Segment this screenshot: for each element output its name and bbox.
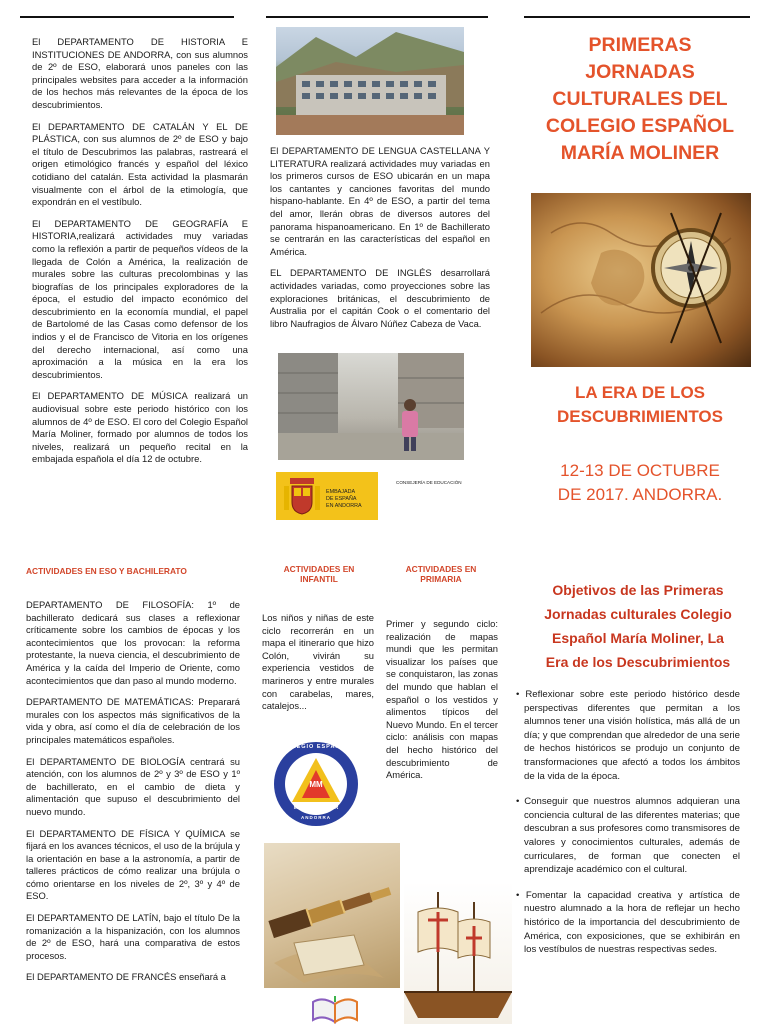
embassy-logo-block: [276, 470, 466, 522]
panel-primaria: [386, 618, 498, 791]
embassy-line-3: EN ANDORRA: [326, 503, 362, 509]
heading-primaria: [386, 564, 496, 584]
street-student-photo: [278, 353, 464, 460]
panel-departments-middle: [270, 145, 490, 339]
school-building-photo: [276, 27, 464, 135]
date-line-1: 12-13 DE OCTUBRE: [560, 461, 720, 480]
objective-item: • Fomentar la capacidad creativa y artística de nuestro alumnado a la hora de reflejar un hecho histórico de la importancia del descubrimiento de América, con exposiciones, que se exhibirán en los vestíbulos de nuestras respectivas sedes.: [516, 889, 740, 956]
cover-title: [524, 32, 756, 167]
era-line-1: LA ERA DE LOS: [574, 383, 706, 402]
objectives-list: [514, 688, 740, 969]
cover-title-line-2: JORNADAS: [585, 61, 695, 83]
objectives-title-line-2: Jornadas culturales Colegio: [544, 606, 732, 622]
school-logo: [272, 740, 360, 828]
cover-title-line-4: COLEGIO ESPAÑOL: [545, 115, 735, 137]
top-rule-middle: [266, 16, 488, 18]
dept-matematicas: DEPARTAMENTO DE MATEMÁTICAS: Preparará murales con los aspectos más significativos de la vida y obra, así como el día de celebración de los principales matemáticos españoles.: [26, 696, 240, 745]
dept-filosofia: DEPARTAMENTO DE FILOSOFÍA: 1º de bachillerato dedicará sus clases a reflexionar críticamente sobre los cambios de épocas y los acontecimientos que los provocan: la reforma protestante, la nueva ciencia, el descubrimiento de América y la caída del Imperio de Oriente, como acontecimientos que dan paso al mundo moderno.: [26, 599, 240, 686]
school-logo-mark: MM: [309, 780, 323, 789]
dept-fisica-quimica: El DEPARTAMENTO DE FÍSICA Y QUÍMICA se fijará en los avances técnicos, el uso de la brújula y la orientación en base a la astronomía, a partir de talleres prácticos de cómo realizar una brújula o cómo orientarse en los niveles de 2º, 3º y 4º de ESO.: [26, 827, 240, 902]
date-line-2: DE 2017. ANDORRA.: [557, 485, 723, 504]
objectives-title-line-3: Español María Moliner, La: [552, 630, 724, 646]
spyglass-parchment-photo: [264, 843, 400, 988]
cover-date: [524, 459, 756, 507]
objective-item: • Conseguir que nuestros alumnos adquieran una conciencia cultural de las diferentes materias; que descubran a sus profesores como transmisores de valores y conocimientos culturales, además de curriculares, de forman que conecten el aprendizaje académico con el cultural.: [516, 796, 740, 876]
heading-infantil-line-1: ACTIVIDADES EN: [283, 564, 355, 574]
dept-latin: El DEPARTAMENTO DE LATÍN, bajo el título De la romanización a la hispanización, con los alumnos de 2º de ESO, hará una comparativa de estos procesos.: [26, 912, 240, 961]
cover-title-line-1: PRIMERAS: [588, 34, 692, 56]
dept-historia-andorra: El DEPARTAMENTO DE HISTORIA E INSTITUCIONES DE ANDORRA, con sus alumnos de 2º de ESO, elaborará unos paneles con las principales websites para acceder a la información de los hechos más relevantes de la época de los descubrimientos.: [32, 36, 248, 110]
embassy-name: [326, 489, 362, 510]
dept-lengua-castellana: El DEPARTAMENTO DE LENGUA CASTELLANA Y LITERATURA realizará actividades muy variadas en los primeros cursos de ESO ubicarán en un mapa los cantantes y canciones favoritas del mundo hispano-hablante. En 4º de ESO, a partir del tema del amor, llerán obras de diversos autores del panorama hispanoamericano. En 1º de Bachillerato se centrarán en las características del español en América.: [270, 145, 490, 257]
spain-coat-of-arms-icon: [282, 474, 322, 518]
consejeria-label: CONSEJERÍA DE EDUCACIÓN: [396, 480, 462, 485]
compass-map-photo: [531, 193, 751, 367]
embassy-line-2: DE ESPAÑA: [326, 496, 357, 502]
dept-musica: El DEPARTAMENTO DE MÚSICA realizará un audiovisual sobre este periodo histórico con los alumnos de 4º de ESO. El coro del Colegio Español María Moliner, formado por alumnos de todos los niveles, realizará un pequeño recital en la embajada española el día 12 de octubre.: [32, 390, 248, 465]
book-icon: [310, 996, 360, 1024]
dept-ingles: EL DEPARTAMENTO DE INGLÉS desarrollará actividades variadas, como proyecciones sobre las exploraciones británicas, el descubrimiento de Australia por el capitán Cook o el comentario del libro Naufragios de Álvaro Núñez Cabeza de Vaca.: [270, 267, 490, 329]
compass-illustration: [531, 193, 751, 367]
heading-primaria-line-1: ACTIVIDADES EN: [405, 564, 477, 574]
dept-geografia-historia: El DEPARTAMENTO DE GEOGRAFÍA E HISTORIA,realizará actividades muy variadas como la reflexión a partir de pequeños vídeos de la llegada de Colón a América, la realización de murales sobre las culturas precolombinas y las biografías de los principales exploradores de la época, el estudio del impacto económico del descubrimiento en la economía mundial, el papel de Bartolomé de las Casas como defensor de los indios y el de Francisco de Vitoria en los orígenes del derecho internacional, así como una aproximación a la música en la era los descubrimientos.: [32, 217, 248, 380]
objectives-title-line-4: Era de los Descubrimientos: [545, 654, 731, 670]
school-logo-town: ANDORRA: [301, 815, 331, 820]
panel-infantil: [262, 612, 374, 722]
primaria-text: Primer y segundo ciclo: realización de mapas mundi que les permitan visualizar los países que se conquistaron, las zonas del mundo que hablan el español o los vestidos y alimentos típicos del Nuevo Mundo. En el tercer ciclo: análisis con mapas del hecho histórico del descubrimiento de América.: [386, 618, 498, 781]
cover-title-line-3: CULTURALES DEL: [552, 88, 728, 110]
open-book-icon: [310, 996, 360, 1024]
top-rule-right: [524, 16, 750, 18]
street-illustration: [278, 353, 464, 460]
objectives-title-line-1: Objetivos de las Primeras: [552, 582, 724, 598]
panel-departments-left: [32, 36, 248, 475]
heading-infantil: [264, 564, 374, 584]
panel-eso-bachillerato: [26, 599, 240, 993]
cover-title-line-5: MARÍA MOLINER: [560, 142, 720, 164]
objective-item: • Reflexionar sobre este periodo histórico desde perspectivas diferentes que permitan a los alumnos tener una visión holística, más allá de un día; y que comprendan que alrededor de una serie de hechos históricos se produjo un conjunto de transformaciones que afectó a todos los ámbitos de la vida de la época.: [516, 689, 740, 782]
school-logo-name: MARÍA MOLINER: [293, 805, 339, 811]
infantil-text: Los niños y niñas de este ciclo recorrerán en un mapa el itinerario que hizo Colón, vivirán su experiencia vestidos de marineros y entre murales con carabelas, mares, catalejos...: [262, 612, 374, 712]
heading-eso-bachillerato: ACTIVIDADES EN ESO Y BACHILERATO: [26, 566, 187, 576]
dept-biologia: El DEPARTAMENTO DE BIOLOGÍA centrará su atención, con los alumnos de 2º y 3º de ESO y 1º de bachillerato, en el cambio de dieta y alimentación que supuso el descubrimiento del nuevo mundo.: [26, 755, 240, 817]
caravel-ship-photo: [404, 882, 512, 1024]
heading-infantil-line-2: INFANTIL: [300, 574, 338, 584]
caravel-illustration: [404, 882, 512, 1024]
objectives-title: [512, 578, 764, 674]
cover-era-title: [524, 381, 756, 429]
school-logo-ring-text: COLEGIO ESPAÑOL: [281, 744, 351, 750]
era-line-2: DESCUBRIMIENTOS: [557, 407, 723, 426]
school-building-illustration: [276, 27, 464, 135]
dept-catalan-plastica: El DEPARTAMENTO DE CATALÁN Y EL DE PLÁSTICA, con sus alumnos de 2º de ESO y bajo el título de Descubrimos las palabras, rastreará el origen etimológico francés y español del léxico cotidiano del catalán. Esta actividad la plasmarán visualmente con el árbol de la etimología, que expondrán en el vestíbulo.: [32, 120, 248, 208]
top-rule-left: [20, 16, 234, 18]
heading-primaria-line-2: PRIMARIA: [420, 574, 462, 584]
embassy-line-1: EMBAJADA: [326, 489, 356, 495]
spyglass-illustration: [264, 843, 400, 988]
dept-frances: El DEPARTAMENTO DE FRANCÉS enseñará a: [26, 971, 226, 983]
